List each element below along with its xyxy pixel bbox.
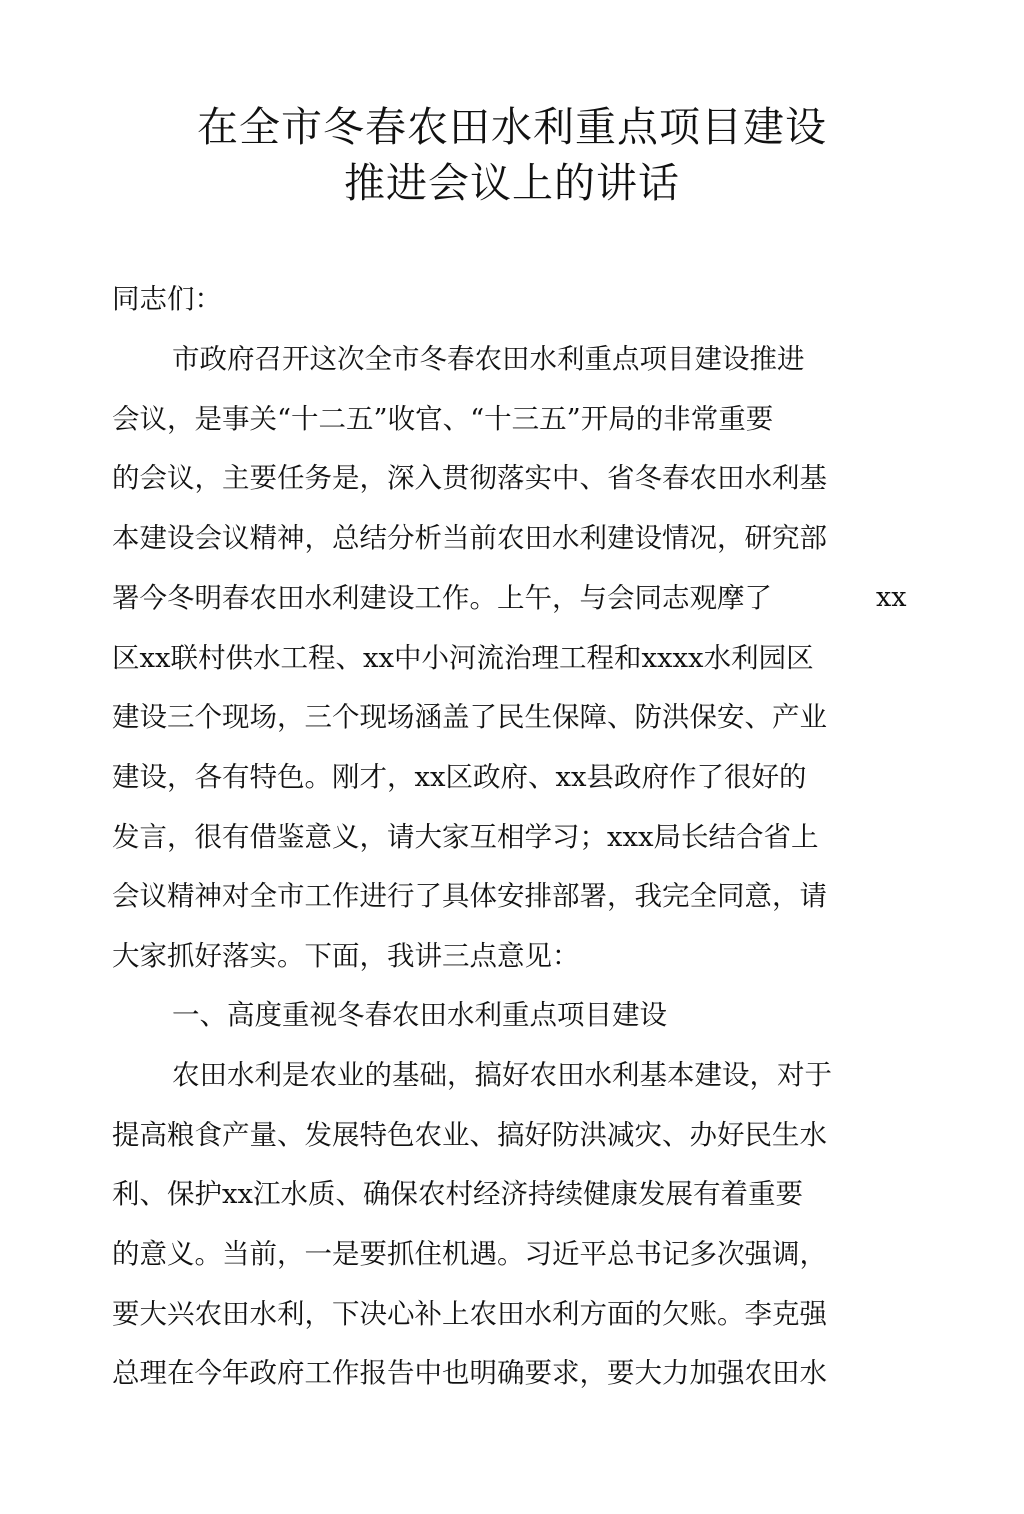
- paragraph-line: 本建设会议精神，总结分析当前农田水利建设情况，研究部: [112, 522, 827, 554]
- paragraph-line: 的意义。当前，一是要抓住机遇。习近平总书记多次强调，: [112, 1238, 827, 1270]
- paragraph-line: 大家抓好落实。下面，我讲三点意见：: [112, 940, 580, 972]
- paragraph-line: 农田水利是农业的基础，搞好农田水利基本建设，对于: [172, 1059, 832, 1091]
- paragraph-line: 建设三个现场，三个现场涵盖了民生保障、防洪保安、产业: [112, 701, 827, 733]
- salutation: 同志们：: [112, 283, 222, 315]
- paragraph-line: 发言，很有借鉴意义，请大家互相学习；xxx局长结合省上: [112, 821, 819, 853]
- paragraph-line: 提高粮食产量、发展特色农业、搞好防洪减灾、办好民生水: [112, 1119, 827, 1151]
- paragraph-line: 区xx联村供水工程、xx中小河流治理工程和xxxx水利园区: [112, 642, 814, 674]
- paragraph-line: 市政府召开这次全市冬春农田水利重点项目建设推进: [172, 343, 805, 375]
- paragraph-line: 署今冬明春农田水利建设工作。上午，与会同志观摩了: [112, 582, 772, 614]
- paragraph-line: 的会议，主要任务是，深入贯彻落实中、省冬春农田水利基: [112, 462, 827, 494]
- paragraph-line: 建设，各有特色。刚才，xx区政府、xx县政府作了很好的: [112, 761, 807, 793]
- paragraph-line: 要大兴农田水利，下决心补上农田水利方面的欠账。李克强: [112, 1298, 827, 1330]
- document-title-line-2: 推进会议上的讲话: [344, 159, 680, 207]
- paragraph-line: 会议，是事关“十二五”收官、“十三五”开局的非常重要: [112, 403, 774, 435]
- paragraph-line: 会议精神对全市工作进行了具体安排部署，我完全同意，请: [112, 880, 827, 912]
- paragraph-line: 利、保护xx江水质、确保农村经济持续健康发展有着重要: [112, 1178, 804, 1210]
- paragraph-line: 总理在今年政府工作报告中也明确要求，要大力加强农田水: [112, 1357, 827, 1389]
- document-title-line-1: 在全市冬春农田水利重点项目建设: [197, 103, 827, 151]
- section-heading: 一、高度重视冬春农田水利重点项目建设: [172, 999, 667, 1031]
- paragraph-line-trailing-text: xx: [876, 582, 907, 613]
